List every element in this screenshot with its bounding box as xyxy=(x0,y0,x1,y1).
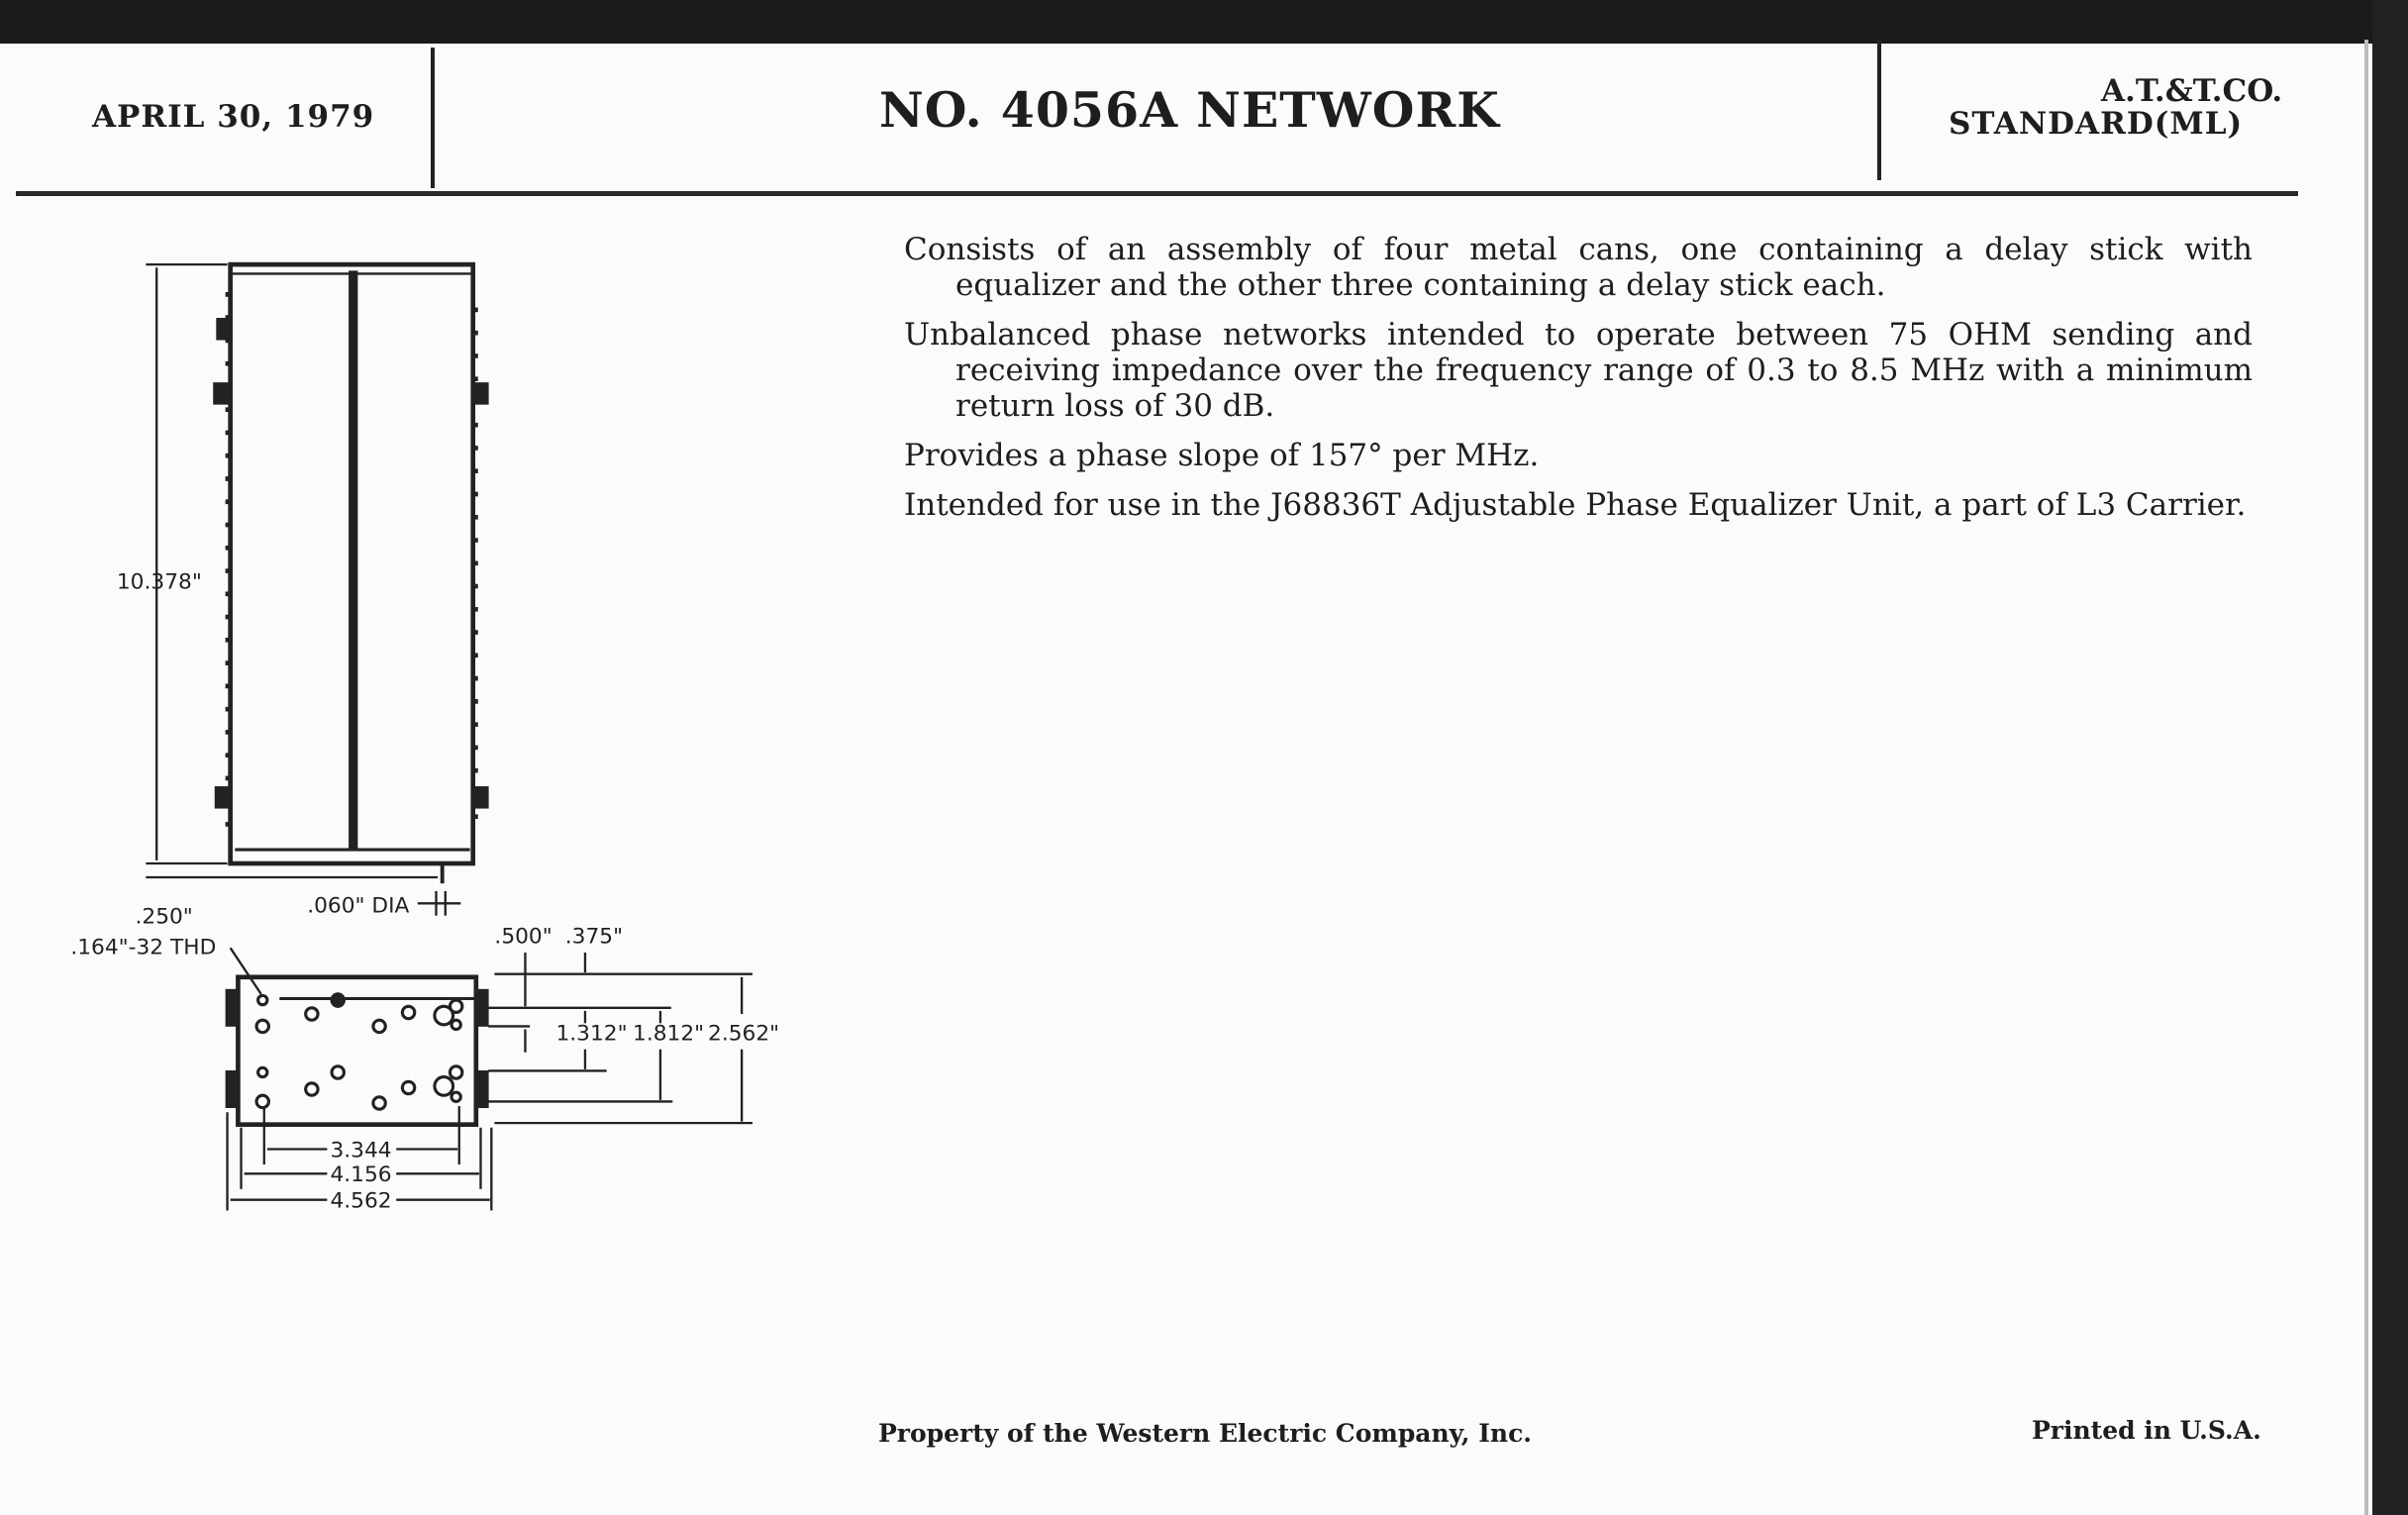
pin-dim-arrows xyxy=(418,891,460,916)
page-title: NO. 4056A NETWORK xyxy=(879,81,1500,139)
dimension-3344: 3.344 xyxy=(330,1138,392,1163)
dimension-4562: 4.562 xyxy=(330,1188,392,1214)
issue-date: APRIL 30, 1979 xyxy=(92,99,375,135)
dimension-4156: 4.156 xyxy=(330,1162,392,1188)
dimension-lines xyxy=(228,953,752,1214)
description-paragraph: Consists of an assembly of four metal cans, one containing a delay stick with equalizer and the other three containing a delay stick each. xyxy=(904,232,2253,303)
dimension-500: .500" xyxy=(494,924,552,950)
dimension-2562: 2.562" xyxy=(708,1021,780,1047)
dimension-1312: 1.312" xyxy=(555,1021,628,1047)
pin-dia-dimension: .060" DIA xyxy=(307,893,410,919)
description-paragraph: Unbalanced phase networks intended to operate between 75 OHM sending and receiving impedance over the frequency range of 0.3 to 8.5 MHz with a minimum return loss of 30 dB. xyxy=(904,317,2253,424)
standard-org: A.T.&T.CO. xyxy=(2101,73,2283,109)
bottom-view xyxy=(228,948,487,1124)
base-dimension: .250" xyxy=(135,904,193,930)
footer-printed: Printed in U.S.A. xyxy=(2032,1416,2261,1445)
dimension-1812: 1.812" xyxy=(633,1021,705,1047)
description-paragraph: Provides a phase slope of 157° per MHz. xyxy=(904,438,1540,473)
dimension-375: .375" xyxy=(564,924,624,950)
standard-label: STANDARD(ML) xyxy=(1949,106,2244,142)
footer-property: Property of the Western Electric Company, Inc. xyxy=(878,1419,1533,1448)
height-dimension: 10.378" xyxy=(116,569,202,595)
description-paragraph: Intended for use in the J68836T Adjustable Phase Equalizer Unit, a part of L3 Carrier. xyxy=(904,487,2247,523)
thread-callout: .164"-32 THD xyxy=(70,935,217,960)
